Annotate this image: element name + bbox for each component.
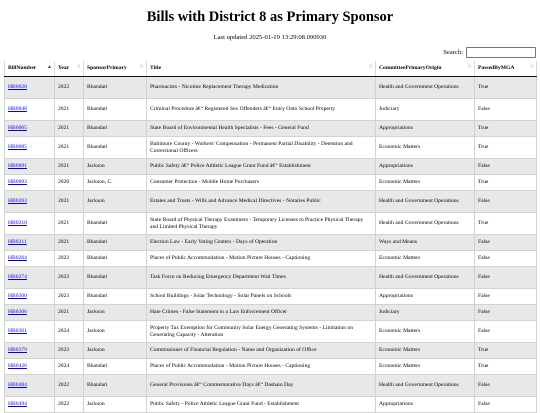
- sponsor-cell: Jackson: [84, 397, 147, 413]
- passed-cell: True: [475, 77, 537, 99]
- title-cell: State Board of Physical Therapy Examiners - Temporary Licenses to Practice Physical Therapy and Limited Physical Therapy: [147, 213, 376, 235]
- passed-cell: False: [475, 251, 537, 267]
- bill-link[interactable]: HB0211: [8, 239, 27, 246]
- table-row: [5, 159, 537, 175]
- column-header-year[interactable]: [55, 61, 84, 77]
- sponsor-cell: Bhandari: [84, 375, 147, 397]
- year-cell: 2021: [55, 305, 84, 321]
- year-cell: 2024: [55, 359, 84, 375]
- bill-number-cell: [5, 121, 55, 137]
- committee-cell: Economic Matters: [376, 137, 475, 159]
- year-cell: 2021: [55, 213, 84, 235]
- title-cell: Places of Public Accommodation - Motion Picture Houses - Captioning: [147, 359, 376, 375]
- sort-icon: ⇅: [368, 65, 373, 70]
- bill-link[interactable]: HB0028: [8, 84, 27, 91]
- sort-icon: ⇅: [76, 65, 81, 70]
- sort-icon: ⇅: [139, 65, 144, 70]
- passed-cell: False: [475, 267, 537, 289]
- bill-link[interactable]: HB0093: [8, 179, 27, 186]
- bill-link[interactable]: HB0210: [8, 220, 27, 227]
- year-cell: 2021: [55, 99, 84, 121]
- sponsor-cell: Bhandari: [84, 77, 147, 99]
- table-row: [5, 77, 537, 99]
- passed-cell: True: [475, 175, 537, 191]
- column-header-label: Year: [58, 65, 70, 72]
- bill-link[interactable]: HB0203: [8, 198, 27, 205]
- passed-cell: False: [475, 321, 537, 343]
- bill-link[interactable]: HB0300: [8, 293, 27, 300]
- committee-cell: Appropriations: [376, 397, 475, 413]
- passed-cell: False: [475, 235, 537, 251]
- table-header: [5, 61, 537, 77]
- bill-number-cell: [5, 137, 55, 159]
- table-row: [5, 99, 537, 121]
- sponsor-cell: Jackson: [84, 321, 147, 343]
- committee-cell: Economic Matters: [376, 359, 475, 375]
- table-row: [5, 321, 537, 343]
- sponsor-cell: Bhandari: [84, 99, 147, 121]
- bill-number-cell: [5, 359, 55, 375]
- year-cell: 2021: [55, 159, 84, 175]
- column-header-billnumber[interactable]: [5, 61, 55, 77]
- title-cell: Baltimore County - Workers' Compensation - Permanent Partial Disability - Detention and Correctional Officers: [147, 137, 376, 159]
- table-row: [5, 343, 537, 359]
- sort-icon: ⇅: [467, 65, 472, 70]
- passed-cell: False: [475, 289, 537, 305]
- table-row: [5, 213, 537, 235]
- title-cell: Consumer Protection - Mobile Home Purchasers: [147, 175, 376, 191]
- bill-link[interactable]: HB0091: [8, 163, 27, 170]
- table-row: [5, 289, 537, 305]
- year-cell: 2023: [55, 343, 84, 359]
- year-cell: 2022: [55, 375, 84, 397]
- sponsor-cell: Bhandari: [84, 213, 147, 235]
- column-header-label: CommitteePrimaryOrigin: [379, 65, 442, 72]
- sponsor-cell: Bhandari: [84, 267, 147, 289]
- title-cell: Places of Public Accommodation - Motion Picture Houses - Captioning: [147, 251, 376, 267]
- title-cell: Election Law - Early Voting Centers - Days of Operation: [147, 235, 376, 251]
- committee-cell: Ways and Means: [376, 235, 475, 251]
- bill-number-cell: [5, 289, 55, 305]
- bill-link[interactable]: HB0048: [8, 106, 27, 113]
- column-header-label: Title: [150, 65, 162, 72]
- last-updated-text: Last updated 2025-01-19 13:29:08.090930: [213, 34, 327, 41]
- bill-link[interactable]: HB0361: [8, 328, 27, 335]
- committee-cell: Judiciary: [376, 99, 475, 121]
- passed-cell: False: [475, 305, 537, 321]
- column-header-title[interactable]: [147, 61, 376, 77]
- bill-number-cell: [5, 305, 55, 321]
- year-cell: 2024: [55, 321, 84, 343]
- year-cell: 2021: [55, 191, 84, 213]
- column-header-passedbymga[interactable]: [475, 61, 537, 77]
- table-row: [5, 375, 537, 397]
- title-cell: Commissioner of Financial Regulation - Name and Organization of Office: [147, 343, 376, 359]
- passed-cell: False: [475, 159, 537, 175]
- year-cell: 2023: [55, 267, 84, 289]
- bill-number-cell: [5, 191, 55, 213]
- bill-number-cell: [5, 77, 55, 99]
- committee-cell: Appropriations: [376, 289, 475, 305]
- sponsor-cell: Jackson: [84, 191, 147, 213]
- bills-table: [4, 61, 537, 413]
- year-cell: 2022: [55, 397, 84, 413]
- passed-cell: False: [475, 99, 537, 121]
- title-cell: Task Force on Reducing Emergency Department Wait Times: [147, 267, 376, 289]
- committee-cell: Health and Government Operations: [376, 191, 475, 213]
- sponsor-cell: Jackson: [84, 159, 147, 175]
- bill-number-cell: [5, 235, 55, 251]
- passed-cell: False: [475, 375, 537, 397]
- title-cell: Pharmacists - Nicotine Replacement Therapy Medication: [147, 77, 376, 99]
- passed-cell: True: [475, 343, 537, 359]
- committee-cell: Health and Government Operations: [376, 213, 475, 235]
- title-cell: Criminal Procedure â€“ Registered Sex Offenders â€“ Entry Onto School Property: [147, 99, 376, 121]
- passed-cell: True: [475, 213, 537, 235]
- committee-cell: Health and Government Operations: [376, 375, 475, 397]
- year-cell: 2021: [55, 121, 84, 137]
- bill-link[interactable]: HB0494: [8, 401, 27, 408]
- column-header-label: BillNumber: [8, 65, 37, 72]
- bill-link[interactable]: HB0484: [8, 382, 27, 389]
- search-input[interactable]: [466, 47, 536, 58]
- year-cell: 2022: [55, 77, 84, 99]
- title-cell: General Provisions â€“ Commemorative Days â€“ Dashain Day: [147, 375, 376, 397]
- sponsor-cell: Bhandari: [84, 235, 147, 251]
- title-cell: Public Safety â€“ Police Athletic League Grant Fund â€“ Establishment: [147, 159, 376, 175]
- column-header-label: PassedByMGA: [478, 65, 515, 72]
- passed-cell: False: [475, 397, 537, 413]
- table-row: [5, 235, 537, 251]
- bill-link[interactable]: HB0264: [8, 255, 27, 262]
- sort-icon: ⇅: [529, 65, 534, 70]
- passed-cell: True: [475, 359, 537, 375]
- bill-number-cell: [5, 175, 55, 191]
- title-cell: State Board of Environmental Health Specialists - Fees - General Fund: [147, 121, 376, 137]
- year-cell: 2021: [55, 137, 84, 159]
- bill-link[interactable]: HB0306: [8, 309, 27, 316]
- sponsor-cell: Bhandari: [84, 251, 147, 267]
- sponsor-cell: Jackson: [84, 305, 147, 321]
- bill-number-cell: [5, 343, 55, 359]
- committee-cell: Appropriations: [376, 159, 475, 175]
- bill-number-cell: [5, 375, 55, 397]
- committee-cell: Economic Matters: [376, 175, 475, 191]
- page-title: Bills with District 8 as Primary Sponsor: [146, 9, 394, 25]
- title-cell: Hate Crimes - False Statement to a Law Enforcement Officer: [147, 305, 376, 321]
- year-cell: 2020: [55, 175, 84, 191]
- table-row: [5, 175, 537, 191]
- passed-cell: True: [475, 137, 537, 159]
- table-row: [5, 359, 537, 375]
- table-body: [5, 77, 537, 413]
- table-row: [5, 305, 537, 321]
- sponsor-cell: Jackson, C.: [84, 175, 147, 191]
- passed-cell: False: [475, 191, 537, 213]
- column-header-committeeprimaryorigin[interactable]: [376, 61, 475, 77]
- sponsor-cell: Bhandari: [84, 359, 147, 375]
- sponsor-cell: Bhandari: [84, 137, 147, 159]
- bill-number-cell: [5, 213, 55, 235]
- sort-ascending-icon: ▲: [47, 65, 52, 70]
- committee-cell: Economic Matters: [376, 343, 475, 359]
- committee-cell: Judiciary: [376, 305, 475, 321]
- sponsor-cell: Jackson: [84, 343, 147, 359]
- table-row: [5, 137, 537, 159]
- bill-link[interactable]: HB0426: [8, 363, 27, 370]
- bill-link[interactable]: HB0065: [8, 125, 27, 132]
- committee-cell: Appropriations: [376, 121, 475, 137]
- committee-cell: Economic Matters: [376, 321, 475, 343]
- year-cell: 2023: [55, 251, 84, 267]
- title-cell: Estates and Trusts - Wills and Advance Medical Directives - Notaries Public: [147, 191, 376, 213]
- title-cell: Public Safety - Police Athletic League Grant Fund - Establishment: [147, 397, 376, 413]
- bill-link[interactable]: HB0379: [8, 347, 27, 354]
- sponsor-cell: Bhandari: [84, 121, 147, 137]
- committee-cell: Health and Government Operations: [376, 267, 475, 289]
- sponsor-cell: Bhandari: [84, 289, 147, 305]
- bill-link[interactable]: HB0274: [8, 274, 27, 281]
- bill-number-cell: [5, 267, 55, 289]
- year-cell: 2021: [55, 235, 84, 251]
- title-cell: School Buildings - Solar Technology - Solar Panels on Schools: [147, 289, 376, 305]
- search-box: [443, 47, 536, 58]
- header-row: [5, 61, 537, 77]
- committee-cell: Economic Matters: [376, 251, 475, 267]
- bill-link[interactable]: HB0085: [8, 144, 27, 151]
- column-header-label: SponsorPrimary: [87, 65, 127, 72]
- column-header-sponsorprimary[interactable]: [84, 61, 147, 77]
- table-row: [5, 251, 537, 267]
- bill-number-cell: [5, 251, 55, 267]
- bill-number-cell: [5, 99, 55, 121]
- table-row: [5, 121, 537, 137]
- table-row: [5, 191, 537, 213]
- passed-cell: True: [475, 121, 537, 137]
- search-label: Search:: [443, 49, 463, 56]
- bill-number-cell: [5, 159, 55, 175]
- bill-number-cell: [5, 321, 55, 343]
- table-row: [5, 267, 537, 289]
- committee-cell: Health and Government Operations: [376, 77, 475, 99]
- title-cell: Property Tax Exemption for Community Solar Energy Generating Systems - Limitation on Generating Capacity - Alteration: [147, 321, 376, 343]
- year-cell: 2023: [55, 289, 84, 305]
